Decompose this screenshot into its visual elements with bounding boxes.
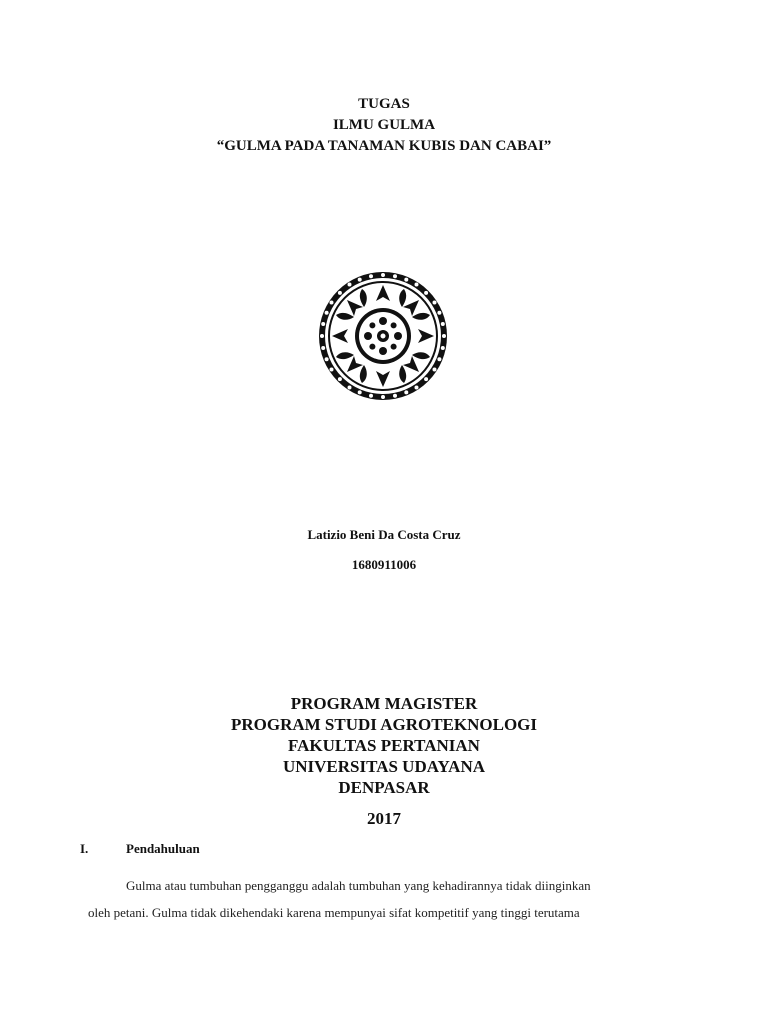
- year: 2017: [367, 809, 401, 828]
- assignment-title: “GULMA PADA TANAMAN KUBIS DAN CABAI”: [216, 138, 552, 154]
- city-name: DENPASAR: [338, 778, 430, 797]
- program-name: PROGRAM MAGISTER: [290, 694, 478, 713]
- section-title: Pendahuluan: [126, 841, 200, 856]
- university-emblem-icon: [318, 271, 448, 401]
- paragraph-line: Gulma atau tumbuhan pengganggu adalah tumbuhan yang kehadirannya tidak diinginkan: [126, 878, 591, 893]
- section-number: I.: [80, 841, 89, 856]
- faculty-name: FAKULTAS PERTANIAN: [288, 736, 480, 755]
- student-id: 1680911006: [351, 557, 417, 572]
- study-program: PROGRAM STUDI AGROTEKNOLOGI: [230, 715, 538, 734]
- university-name: UNIVERSITAS UDAYANA: [282, 757, 485, 776]
- author-name: Latizio Beni Da Costa Cruz: [307, 527, 461, 542]
- assignment-label: TUGAS: [358, 96, 410, 112]
- course-name: ILMU GULMA: [332, 117, 436, 133]
- paragraph-line: oleh petani. Gulma tidak dikehendaki karena mempunyai sifat kompetitif yang tinggi terutama: [88, 905, 580, 920]
